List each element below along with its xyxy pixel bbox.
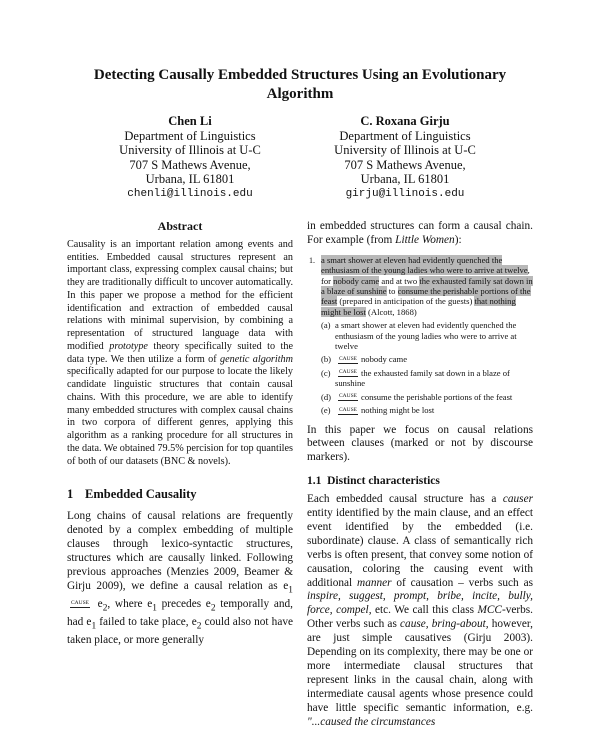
emphasis: "...caused the circumstances [307,715,436,728]
author-department: Department of Linguistics [339,128,471,143]
abstract-text-part: specifically adapted for our purpose to locate the likely candidate linguistic structures that contain causal chains. With this procedure, we are able to identify many embedded structures with complex causal chains in two corpora of different genres, applying this algorithm as a ranking procedure for all structures in the data. We obtained 79.5% percision for top quantiles of both of our datasets (BNC & novels). [67,366,293,467]
paragraph-text: precedes e [156,598,211,610]
paragraph-text: entity identified by the main clause, and an effect event identified by the embedded (i.e. subordinate) clause. A class of semantically rich verbs is often present, that convey some notion of causation, coloring the causing event with additional [307,507,533,589]
example-text: (prepared in anticipation of the guests) [337,296,475,307]
example-subitem [321,368,533,389]
example-text: to [386,286,398,297]
author-street: 707 S Mathews Avenue, [344,157,466,172]
author-block-1 [80,114,300,202]
paragraph-text: -verbs. Other verbs such as [307,604,533,631]
right-column [307,220,533,730]
subitem-text: nothing might be lost [361,405,435,416]
paragraph-text: failed to take place, e [96,616,197,629]
cause-arrow [338,408,358,415]
author-university: University of Illinois at U-C [334,143,476,158]
example-text: and at two [379,275,420,286]
cause-arrow [338,357,358,364]
author-block-2 [295,114,515,202]
highlighted-clause: a smart shower at eleven had evidently quenched the enthusiasm of the young ladies who were to arrive at twelve [321,254,528,276]
left-column [67,220,293,648]
example-subitem [321,392,533,402]
highlighted-clause: nobody came [333,275,380,286]
subitem-text: the exhausted family sat down in a blaze of sunshine [335,367,510,389]
subsection-number: 1.1 [307,475,322,488]
author-city: Urbana, IL 61801 [360,172,450,187]
paragraph-text: Long chains of causal relations are frequently denoted by a complex embedding of multiple clauses through lexico-syntactic structures, structures which are causally linked. Following previous approaches (Menzies 2009, Beamer & Girju 2009), we define a causal relation as e [67,510,293,592]
example-text: , for [321,265,530,286]
cause-arrow-label: CAUSE [338,356,358,362]
emphasis: cause, bring-about, [400,618,489,631]
section-1-paragraph: Long chains of causal relations are frequently denoted by a complex embedding of multiple clauses through lexico-syntactic structures, structures which are causally linked. Following previous approaches (Menzies 2009, Beamer & Girju 2009), we define a causal relation as $e_1CAUSE$ $e_2$, where $e_1$ precedes $e_2$ temporally and, had $e_1$ failed to take place, $e_2$ could also not have taken place, or more generally [67,510,293,647]
example-subitem [321,405,533,415]
paragraph-text: etc. We call this class [371,604,478,617]
author-email: girju@illinois.edu [345,187,465,200]
paragraph-text: e [93,598,103,610]
subitem-label: (e) [321,405,331,416]
subitem-label: (b) [321,354,332,365]
focus-paragraph: In this paper we focus on causal relations between clauses (marked or not by discourse markers). [307,423,533,464]
emphasis: causer [502,493,533,506]
emphasis: manner [357,576,392,589]
author-name: C. Roxana Girju [360,114,450,128]
characteristics-paragraph [307,493,533,729]
paragraph-text: Each embedded causal structure has a [307,493,503,506]
cause-arrow [338,370,358,377]
subitem-text: consume the perishable portions of the feast [361,391,513,402]
cause-arrow-label: CAUSE [70,599,90,606]
emphasis: inspire, suggest, prompt, bribe, incite, bully, force, compel, [307,590,533,617]
cause-arrow-label: CAUSE [338,393,358,400]
section-title: Embedded Causality [85,487,197,502]
abstract-heading: Abstract [157,219,203,233]
author-street: 707 S Mathews Avenue, [129,157,251,172]
author-department: Department of Linguistics [124,128,256,143]
subitem-label: (c) [321,367,331,378]
intro-paragraph [307,220,533,248]
highlighted-clause: that nothing might be lost [321,296,516,317]
paragraph-text: ): [454,233,462,246]
abstract-text-part: Causality is an important relation among events and entities. Embedded causal structures represent an important class, expressing complex causal chains; but they are traditionally difficult to uncover automatically. In this paper we propose a method for the efficient identification and extraction of embedded causal relations with minimal supervision, by combining a representation of structured language data with modified [67,238,293,352]
paper-title: Detecting Causally Embedded Structures Using an Evolutionary Algorithm [93,67,507,102]
subitem-text: nobody came [361,354,408,365]
highlighted-clause: the exhausted family sat down in a blaze of sunshine [321,275,533,297]
abstract-emphasis: prototype [109,340,148,352]
example-sentence [321,255,533,317]
paragraph-text: temporally and, had e [67,598,293,629]
author-university: University of Illinois at U-C [119,143,261,158]
author-name: Chen Li [168,114,212,128]
cause-arrow [70,601,90,608]
abstract-text-part: theory specifically suited to the data type. We then utilize a form of [67,340,294,365]
subsection-heading [307,475,533,489]
cause-arrow-label: CAUSE [338,369,358,376]
example-citation: (Alcott, 1868) [365,306,417,317]
example-number: 1. [309,255,315,265]
book-title: Little Women [395,233,455,246]
subitem-label: (a) [321,320,331,331]
paragraph-text: of causation – verbs such as [391,576,533,589]
abstract-emphasis: genetic algorithm [220,353,293,365]
example-subitem [321,320,533,351]
subitem-label: (d) [321,391,332,402]
paragraph-text: in embedded structures can form a causal chain. For example (from [307,220,533,246]
example-subitem [321,354,533,364]
cause-arrow [338,394,358,401]
subsection-title: Distinct characteristics [327,475,440,488]
paragraph-text: , where e [107,598,153,610]
author-city: Urbana, IL 61801 [145,172,235,187]
section-heading [67,488,293,502]
highlighted-clause: consume the perishable portions of the feast [321,286,531,307]
section-number: 1 [67,487,74,502]
example-1 [307,255,533,416]
abstract-text [67,239,293,469]
paragraph-text: however, are just simple causatives (Girju 2003). Depending on its complexity, there may be one or more intermediate clausal structures that represent links in the causal chain, along with intermediate causal agents whose presence could have little specific semantic information, e.g. [307,618,534,714]
subitem-text: a smart shower at eleven had evidently quenched the enthusiasm of the young ladies who were to arrive at twelve [335,320,517,352]
cause-arrow-label: CAUSE [338,406,358,413]
paragraph-text: could also not have taken place, or more generally [67,616,293,647]
emphasis: MCC [477,604,502,617]
author-email: chenli@illinois.edu [127,187,253,200]
